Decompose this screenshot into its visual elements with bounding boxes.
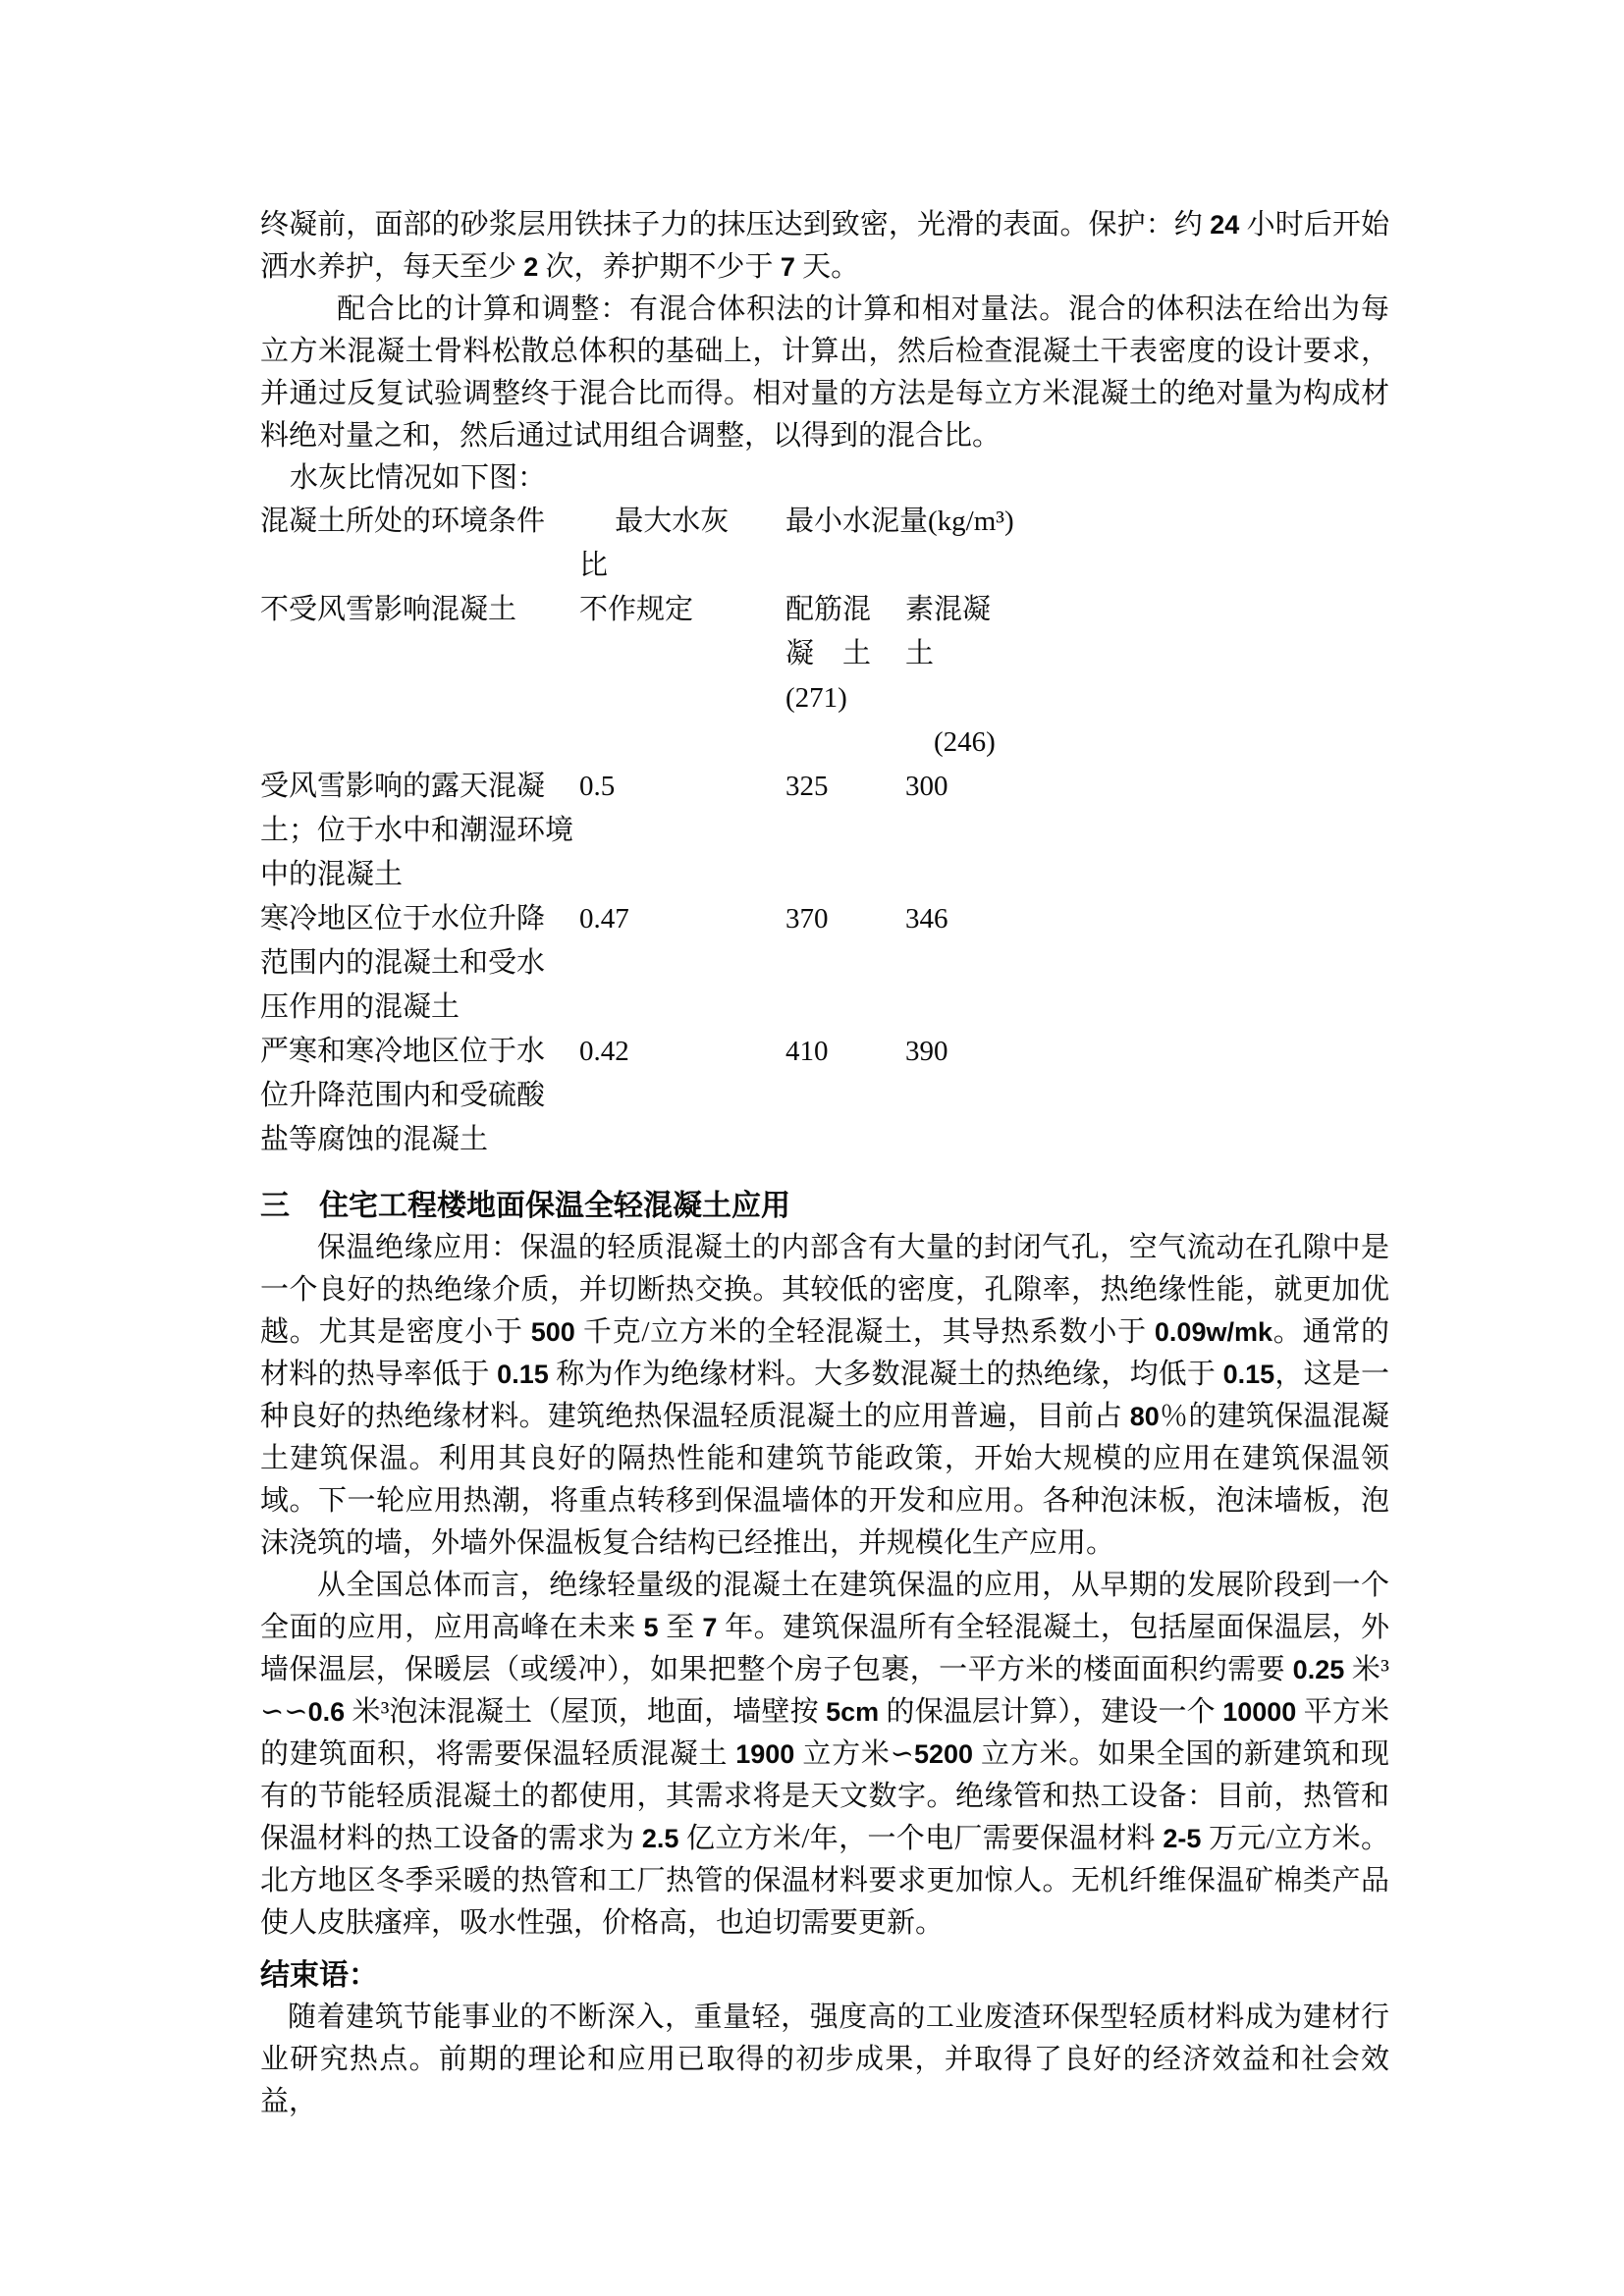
table-cell-line: 0.42	[579, 1036, 629, 1067]
cjk-text-run: 米³泡沫混凝土（屋顶，地面，墙壁按	[345, 1696, 827, 1728]
numeric-text-run: 2	[523, 252, 539, 282]
para-national-overview	[260, 1565, 1389, 1945]
numeric-text-run: 0.15	[497, 1360, 549, 1389]
numeric-text-run: 5	[643, 1613, 659, 1642]
heading-section-3	[260, 1185, 1389, 1227]
table-cell-line: 严寒和寒冷地区位于水	[260, 1036, 546, 1067]
table-cell-line: 位升降范围内和受硫酸	[260, 1080, 546, 1111]
cjk-text-run: 三 住宅工程楼地面保温全轻混凝土应用	[260, 1190, 790, 1222]
table-cell-line: 凝 土	[785, 638, 872, 669]
cjk-text-run: 配合比的计算和调整：有混合体积法的计算和相对量法。混合的体积法在给出为每立方米混凝土骨料松散总体积的基础上，计算出，然后检查混凝土干表密度的设计要求，并通过反复试验调整终于混合比而得。相对量的方法是每立方米混凝土的绝对量为构成材料绝对量之和，然后通过试用组合调整，以得到的混合比。	[260, 294, 1389, 452]
table-cell	[579, 765, 785, 809]
cjk-text-run: 保温绝缘应用：保温的轻质混凝土的内部含有大量的封闭气孔，空气流动在孔隙中是一个良好的热绝缘介质，并切断热交换。其较低的密度，孔隙率，热绝缘性能，就更加优越。尤其是密度小于	[260, 1232, 1389, 1348]
cjk-text-run: 年。建筑保温所有全轻混凝土，包括屋面保温层，外墙保温层，保暖层（或缓冲），如果把整个房子包裹，一平方米的楼面面积约需要	[260, 1612, 1389, 1685]
numeric-text-run: 5cm	[826, 1697, 880, 1727]
table-cell-line: 不受风雪影响混凝土	[260, 594, 517, 625]
table-row	[260, 1030, 1389, 1162]
cjk-text-run: ％的建筑保温混凝土建筑保温。利用其良好的隔热性能和建筑节能政策，开始大规模的应用在建筑保温领域。下一轮应用热潮，将重点转移到保温墙体的开发和应用。各种泡沫板，泡沫墙板，泡沫浇筑的墙，外墙外保温板复合结构已经推出，并规模化生产应用。	[260, 1401, 1389, 1559]
para-insulation-application	[260, 1227, 1389, 1565]
cjk-text-run: 小时后开始洒水养护，每天至少	[260, 209, 1389, 283]
numeric-text-run: 1900	[735, 1739, 795, 1769]
table-cell-line: 0.5	[579, 771, 616, 802]
table-cell-line: 325	[785, 771, 829, 802]
numeric-text-run: 10000	[1222, 1697, 1297, 1727]
table-cell-line: 寒冷地区位于水位升降	[260, 903, 546, 934]
table-cell	[579, 588, 785, 632]
numeric-text-run: 80	[1129, 1402, 1160, 1431]
table-cell	[905, 897, 1389, 941]
numeric-text-run: 2-5	[1163, 1824, 1202, 1853]
para-final-set-curing	[260, 204, 1389, 289]
numeric-text-run: 7	[702, 1613, 718, 1642]
table-cell-line: 受风雪影响的露天混凝	[260, 771, 546, 802]
table-cell-line: 盐等腐蚀的混凝土	[260, 1124, 489, 1155]
para-water-cement-intro	[260, 457, 1389, 500]
table-cell-line: 中的混凝土	[260, 859, 404, 890]
table-cell-line: 混凝土所处的环境条件	[260, 506, 546, 537]
table-cell-line: 压作用的混凝土	[260, 991, 460, 1023]
numeric-text-run: 500	[530, 1317, 575, 1347]
table-cell-line: 素混凝	[905, 594, 992, 625]
numeric-text-run: 5200	[913, 1739, 974, 1769]
table-cell	[579, 1030, 785, 1074]
table-cell-line: 土	[905, 638, 935, 669]
table-cell-line: 390	[905, 1036, 948, 1067]
table-cell-line: 土；位于水中和潮湿环境	[260, 815, 574, 846]
table-cell-line: 0.47	[579, 903, 629, 934]
table-cell-line: 410	[785, 1036, 829, 1067]
table-cell	[905, 1030, 1389, 1074]
table-cell	[260, 500, 579, 544]
cjk-text-run: 千克/立方米的全轻混凝土，其导热系数小于	[574, 1316, 1155, 1348]
table-cell-line: 范围内的混凝土和受水	[260, 947, 546, 979]
cjk-text-run: 的保温层计算），建设一个	[879, 1696, 1223, 1728]
table-cell-line: 配筋混	[785, 594, 872, 625]
table-cell	[785, 765, 905, 809]
table-cell	[785, 500, 1389, 544]
table-cell-line: (246)	[905, 726, 996, 758]
cjk-text-run: 次，养护期不少于	[538, 251, 781, 283]
table-cell	[260, 588, 579, 632]
table-cell-line: 370	[785, 903, 829, 934]
cjk-text-run: 水灰比情况如下图：	[290, 462, 547, 494]
page-content	[260, 204, 1389, 2123]
table-cell-line: 比	[579, 550, 609, 581]
table-cell	[579, 897, 785, 941]
table-cell	[260, 765, 579, 897]
cjk-text-run: 立方米。如果全国的新建筑和现有的节能轻质混凝土的都使用，其需求将是天文数字。绝缘管和热工设备：目前，热管和保温材料的热工设备的需求为	[260, 1738, 1389, 1854]
table-cell	[905, 765, 1389, 809]
table-row	[260, 500, 1389, 588]
para-conclusion	[260, 1997, 1389, 2123]
water-cement-table	[260, 500, 1389, 1162]
table-cell-line: 不作规定	[579, 594, 694, 625]
numeric-text-run: 24	[1210, 210, 1240, 240]
numeric-text-run: 0.25	[1292, 1655, 1345, 1684]
cjk-text-run: 结束语：	[260, 1959, 378, 1992]
cjk-text-run: 。通常的材料的热导率低于	[260, 1316, 1389, 1390]
numeric-text-run: 0.15	[1222, 1360, 1275, 1389]
table-cell-line: 最大水灰	[579, 506, 730, 537]
table-cell	[785, 897, 905, 941]
table-cell	[785, 1030, 905, 1074]
heading-conclusion	[260, 1954, 1389, 1997]
cjk-text-run: 随着建筑节能事业的不断深入，重量轻，强度高的工业废渣环保型轻质材料成为建材行业研究热点。前期的理论和应用已取得的初步成果，并取得了良好的经济效益和社会效益，	[260, 2002, 1389, 2117]
cjk-text-run: 从全国总体而言，绝缘轻量级的混凝土在建筑保温的应用，从早期的发展阶段到一个全面的应用，应用高峰在未来	[260, 1570, 1389, 1643]
table-row	[260, 897, 1389, 1030]
cjk-text-run: 称为作为绝缘材料。大多数混凝土的热绝缘，均低于	[548, 1359, 1223, 1390]
table-cell	[905, 588, 1389, 765]
numeric-text-run: 0.6	[307, 1697, 346, 1727]
cjk-text-run: 亿立方米/年，一个电厂需要保温材料	[678, 1823, 1164, 1854]
table-cell	[260, 1030, 579, 1162]
table-row	[260, 765, 1389, 897]
cjk-text-run: 终凝前，面部的砂浆层用铁抹子力的抹压达到致密，光滑的表面。保护：约	[260, 209, 1211, 240]
table-cell-line: 346	[905, 903, 948, 934]
cjk-text-run: 米³∽∽	[260, 1654, 1389, 1728]
para-mix-ratio-calculation	[260, 289, 1389, 457]
table-cell	[785, 588, 905, 721]
numeric-text-run: 2.5	[641, 1824, 679, 1853]
cjk-text-run: 万元/立方米。北方地区冬季采暖的热管和工厂热管的保温材料要求更加惊人。无机纤维保温矿棉类产品使人皮肤瘙痒，吸水性强，价格高，也迫切需要更新。	[260, 1823, 1389, 1939]
numeric-text-run: 0.09w/mk	[1154, 1317, 1272, 1347]
table-cell	[579, 500, 785, 588]
cjk-text-run: 至	[658, 1612, 703, 1643]
cjk-text-run: ，这是一种良好的热绝缘材料。建筑绝热保温轻质混凝土的应用普遍，目前占	[260, 1359, 1389, 1432]
numeric-text-run: 7	[780, 252, 795, 282]
table-cell	[260, 897, 579, 1030]
cjk-text-run: 天。	[794, 251, 860, 283]
table-row	[260, 588, 1389, 765]
cjk-text-run: 立方米∽	[794, 1738, 914, 1770]
table-cell-line: (271)	[785, 682, 847, 714]
table-cell-line: 300	[905, 771, 948, 802]
cjk-text-run: 平方米的建筑面积，将需要保温轻质混凝土	[260, 1696, 1389, 1770]
table-cell-line	[905, 676, 1389, 721]
table-cell-line: 最小水泥量(kg/m³)	[785, 506, 1014, 537]
